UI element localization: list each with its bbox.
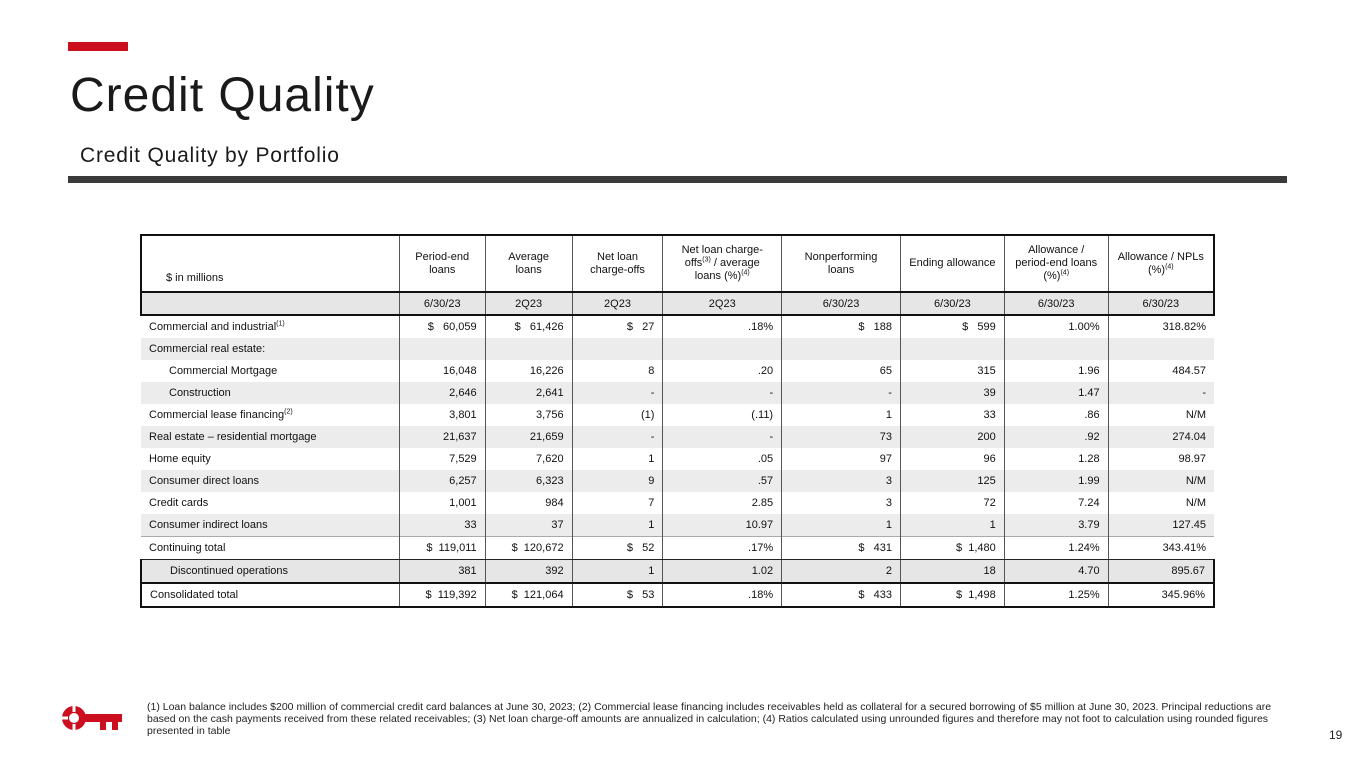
table-cell: 1.24%	[1004, 537, 1108, 560]
header-divider	[68, 176, 1287, 183]
table-row	[141, 492, 1214, 514]
table-cell: 33	[900, 404, 1004, 426]
table-cell: 1	[782, 514, 901, 537]
table-cell: 1	[572, 448, 663, 470]
row-label-cell	[141, 560, 399, 584]
footnote-ref: (4)	[741, 269, 750, 277]
table-cell: 1.28	[1004, 448, 1108, 470]
row-label-cell	[141, 338, 399, 360]
row-label: Continuing total	[149, 542, 226, 554]
row-label-cell	[141, 492, 399, 514]
table-cell: $ 119,392	[399, 583, 485, 607]
page-number: 19	[1329, 728, 1343, 742]
date-cell: 2Q23	[663, 292, 782, 315]
table-cell: 21,637	[399, 426, 485, 448]
table-cell: 895.67	[1108, 560, 1214, 584]
header-allowance-loans-ratio	[1004, 235, 1108, 292]
row-label-cell	[141, 448, 399, 470]
table-cell: $ 27	[572, 315, 663, 338]
table-cell: 6,257	[399, 470, 485, 492]
table-cell: 18	[900, 560, 1004, 584]
date-cell: 2Q23	[572, 292, 663, 315]
row-label: Discontinued operations	[170, 565, 289, 577]
table-cell: -	[663, 426, 782, 448]
table-cell: 984	[485, 492, 572, 514]
table-cell: 315	[900, 360, 1004, 382]
header-average-loans: Average loans	[485, 235, 572, 292]
table-cell: 6,323	[485, 470, 572, 492]
table-cell	[399, 338, 485, 360]
table-cell: 97	[782, 448, 901, 470]
row-label: Consumer direct loans	[149, 475, 260, 487]
table-cell: -	[1108, 382, 1214, 404]
table-cell: -	[572, 382, 663, 404]
row-label: Construction	[169, 387, 231, 399]
table-cell	[900, 338, 1004, 360]
row-label-cell	[141, 315, 399, 338]
header-nonperforming-loans: Nonperforming loans	[782, 235, 901, 292]
table-cell: .05	[663, 448, 782, 470]
title-accent-bar	[68, 42, 128, 51]
table-cell: 98.97	[1108, 448, 1214, 470]
table-cell: .18%	[663, 583, 782, 607]
table-cell: 21,659	[485, 426, 572, 448]
table-cell: $ 119,011	[399, 537, 485, 560]
table-cell	[485, 338, 572, 360]
table-cell: 318.82%	[1108, 315, 1214, 338]
table-cell: 2,646	[399, 382, 485, 404]
table-cell: 1	[572, 560, 663, 584]
table-cell: .20	[663, 360, 782, 382]
table-cell: 3	[782, 492, 901, 514]
credit-quality-table	[140, 234, 1215, 608]
table-cell: 73	[782, 426, 901, 448]
header-period-end-loans: Period-end loans	[399, 235, 485, 292]
date-cell: 2Q23	[485, 292, 572, 315]
header-text: Allowance / period-end loans (%)	[1015, 244, 1098, 282]
row-label: Commercial lease financing	[149, 409, 285, 421]
table-cell: .57	[663, 470, 782, 492]
page-subtitle: Credit Quality by Portfolio	[80, 144, 340, 167]
footnote-ref: (4)	[1165, 262, 1174, 270]
table-cell: 16,048	[399, 360, 485, 382]
table-cell: .17%	[663, 537, 782, 560]
table-cell: -	[663, 382, 782, 404]
table-cell: 7,620	[485, 448, 572, 470]
unit-label: $ in millions	[141, 235, 399, 292]
table-cell	[1108, 338, 1214, 360]
table-cell: N/M	[1108, 492, 1214, 514]
row-label: Consolidated total	[150, 589, 239, 601]
header-text: Allowance / NPLs (%)	[1117, 250, 1204, 276]
table-cell: 3,756	[485, 404, 572, 426]
footnote-ref: (3)	[702, 256, 711, 264]
row-label-cell	[141, 514, 399, 537]
table-cell: $ 61,426	[485, 315, 572, 338]
table-cell: .92	[1004, 426, 1108, 448]
table-cell: 3,801	[399, 404, 485, 426]
date-cell: 6/30/23	[900, 292, 1004, 315]
row-label: Consumer indirect loans	[149, 519, 268, 531]
table-header-row	[141, 235, 1214, 292]
table-cell: 484.57	[1108, 360, 1214, 382]
table-cell: 1.00%	[1004, 315, 1108, 338]
row-label-cell	[141, 537, 399, 560]
table-cell: $ 1,480	[900, 537, 1004, 560]
header-text: / average loans (%)	[694, 257, 760, 282]
table-cell: N/M	[1108, 470, 1214, 492]
table-row	[141, 560, 1214, 584]
table-cell	[572, 338, 663, 360]
table-row	[141, 426, 1214, 448]
table-cell: $ 188	[782, 315, 901, 338]
table-cell: .18%	[663, 315, 782, 338]
table-cell	[782, 338, 901, 360]
row-label-cell	[141, 583, 399, 607]
table-cell: 37	[485, 514, 572, 537]
table-cell: 7,529	[399, 448, 485, 470]
row-label: Commercial Mortgage	[169, 365, 278, 377]
table-cell: 3.79	[1004, 514, 1108, 537]
table-cell: N/M	[1108, 404, 1214, 426]
table-cell: 381	[399, 560, 485, 584]
key-icon	[58, 702, 124, 734]
table-cell: 72	[900, 492, 1004, 514]
footnote-ref: (1)	[276, 320, 285, 328]
row-label-cell	[141, 426, 399, 448]
table-row	[141, 448, 1214, 470]
table-cell: $ 1,498	[900, 583, 1004, 607]
table-cell: 2	[782, 560, 901, 584]
table-cell: $ 53	[572, 583, 663, 607]
table-date-row	[141, 292, 1214, 315]
date-cell	[141, 292, 399, 315]
row-label: Commercial real estate:	[149, 343, 266, 355]
header-nco-ratio	[663, 235, 782, 292]
table-cell: 3	[782, 470, 901, 492]
table-cell: 1	[900, 514, 1004, 537]
table-cell: $ 599	[900, 315, 1004, 338]
table-cell: $ 121,064	[485, 583, 572, 607]
table-cell: 127.45	[1108, 514, 1214, 537]
table-cell: 1	[572, 514, 663, 537]
table-cell: .86	[1004, 404, 1108, 426]
table-cell: 7	[572, 492, 663, 514]
table-cell: 1.25%	[1004, 583, 1108, 607]
table-cell: 1.96	[1004, 360, 1108, 382]
table-cell: -	[782, 382, 901, 404]
table-cell: 200	[900, 426, 1004, 448]
table-row	[141, 338, 1214, 360]
table-cell: $ 60,059	[399, 315, 485, 338]
table-cell: 4.70	[1004, 560, 1108, 584]
table-cell: 1.47	[1004, 382, 1108, 404]
header-net-loan-charge-offs: Net loan charge-offs	[572, 235, 663, 292]
table-cell: 125	[900, 470, 1004, 492]
date-cell: 6/30/23	[1004, 292, 1108, 315]
table-cell: 274.04	[1108, 426, 1214, 448]
table-row	[141, 583, 1214, 607]
date-cell: 6/30/23	[1108, 292, 1214, 315]
row-label: Credit cards	[149, 497, 209, 509]
table-cell: 16,226	[485, 360, 572, 382]
row-label-cell	[141, 470, 399, 492]
header-text: Net loan charge-offs	[681, 244, 763, 269]
row-label-cell	[141, 404, 399, 426]
table-cell: 1.02	[663, 560, 782, 584]
row-label: Real estate – residential mortgage	[149, 431, 317, 443]
table-cell: 96	[900, 448, 1004, 470]
footnote: (1) Loan balance includes $200 million of commercial credit card balances at June 30, 2023; (2) Commercial lease financing includes receivables held as collateral for a secured borrowing of $5 million at June 30, 2023. Principal reductions are based on the cash payments received from these related receivables; (3) Net loan charge-off amounts are annualized in calculation; (4) Ratios calculated using unrounded figures and therefore may not foot to calculation using rounded figures presented in table	[147, 701, 1272, 737]
table-row	[141, 470, 1214, 492]
table-cell: 7.24	[1004, 492, 1108, 514]
page-title: Credit Quality	[70, 69, 375, 122]
table-cell	[663, 338, 782, 360]
table-cell: 2,641	[485, 382, 572, 404]
table-cell: 345.96%	[1108, 583, 1214, 607]
row-label-cell	[141, 382, 399, 404]
table-row	[141, 537, 1214, 560]
table-cell: 1	[782, 404, 901, 426]
row-label-cell	[141, 360, 399, 382]
header-ending-allowance: Ending allowance	[900, 235, 1004, 292]
table-cell: 392	[485, 560, 572, 584]
table-cell: $ 120,672	[485, 537, 572, 560]
table-cell: $ 52	[572, 537, 663, 560]
table-cell: (1)	[572, 404, 663, 426]
table-row	[141, 514, 1214, 537]
row-label: Commercial and industrial	[149, 321, 277, 333]
date-cell: 6/30/23	[399, 292, 485, 315]
table-cell	[1004, 338, 1108, 360]
footnote-ref: (2)	[284, 408, 293, 416]
table-cell: $ 431	[782, 537, 901, 560]
table-row	[141, 360, 1214, 382]
table-row	[141, 382, 1214, 404]
table-cell: 10.97	[663, 514, 782, 537]
table-cell: (.11)	[663, 404, 782, 426]
table-cell: 1.99	[1004, 470, 1108, 492]
header-allowance-npls-ratio	[1108, 235, 1214, 292]
table-cell: 65	[782, 360, 901, 382]
date-cell: 6/30/23	[782, 292, 901, 315]
table-cell: 1,001	[399, 492, 485, 514]
table-cell: 39	[900, 382, 1004, 404]
row-label: Home equity	[149, 453, 211, 465]
table-cell: -	[572, 426, 663, 448]
table-cell: 8	[572, 360, 663, 382]
table-cell: 2.85	[663, 492, 782, 514]
table-cell: $ 433	[782, 583, 901, 607]
table-cell: 9	[572, 470, 663, 492]
table-row	[141, 315, 1214, 338]
table-cell: 33	[399, 514, 485, 537]
table-row	[141, 404, 1214, 426]
table-cell: 343.41%	[1108, 537, 1214, 560]
footnote-ref: (4)	[1060, 269, 1070, 277]
